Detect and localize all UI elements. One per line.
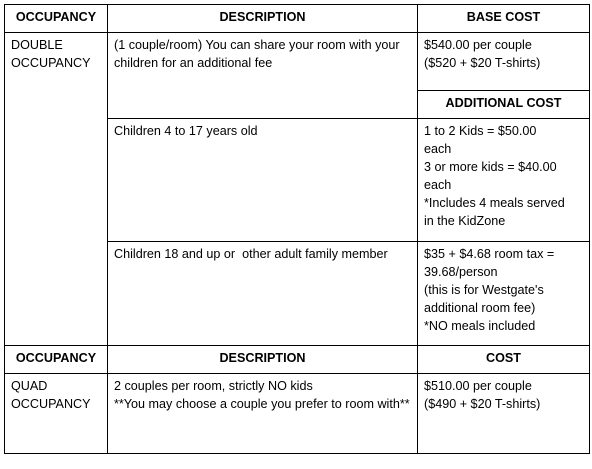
children-18-up-description — [108, 242, 418, 346]
description-line: 2 couples per room, strictly NO kids — [114, 379, 313, 393]
cost-line: $35 + $4.68 room tax = — [424, 247, 555, 261]
description-line: **You may choose a couple you prefer to room with** — [114, 397, 410, 411]
description-text: Children 18 and up or other adult family member — [114, 247, 388, 261]
children-4-17-description: Children 4 to 17 years old — [108, 119, 418, 242]
quad-occupancy-cell — [5, 374, 108, 454]
double-occupancy-row — [5, 33, 590, 91]
quad-header-row — [5, 346, 590, 374]
cost-line: 39.68/person — [424, 265, 498, 279]
quad-cost — [418, 374, 590, 454]
occupancy-label-line: OCCUPANCY — [11, 397, 91, 411]
cost-line: 1 to 2 Kids = $50.00 — [424, 124, 537, 138]
double-occupancy-cell — [5, 33, 108, 346]
cost-line: ($490 + $20 T-shirts) — [424, 397, 541, 411]
children-4-17-cost — [418, 119, 590, 242]
occupancy-label-line: DOUBLE — [11, 38, 63, 52]
cost-line: *NO meals included — [424, 319, 536, 333]
double-occupancy-description: (1 couple/room) You can share your room with your children for an additional fee — [108, 33, 418, 119]
cost-line: each — [424, 142, 452, 156]
cost-line: 3 or more kids = $40.00 — [424, 160, 557, 174]
cost-line: $510.00 per couple — [424, 379, 532, 393]
quad-occupancy-description — [108, 374, 418, 454]
children-18-up-cost — [418, 242, 590, 346]
quad-occupancy-row — [5, 374, 590, 454]
pricing-table — [4, 4, 590, 454]
description-header: DESCRIPTION — [108, 346, 418, 374]
cost-line: $540.00 per couple — [424, 38, 532, 52]
cost-line: (this is for Westgate's — [424, 283, 544, 297]
occupancy-label-line: OCCUPANCY — [11, 56, 91, 70]
cost-line: ($520 + $20 T-shirts) — [424, 56, 541, 70]
double-base-cost — [418, 33, 590, 91]
occupancy-label-line: QUAD — [11, 379, 48, 393]
occupancy-header: OCCUPANCY — [5, 5, 108, 33]
additional-cost-header: ADDITIONAL COST — [418, 91, 590, 119]
cost-header: COST — [418, 346, 590, 374]
description-header: DESCRIPTION — [108, 5, 418, 33]
cost-line: *Includes 4 meals served — [424, 196, 565, 210]
base-cost-header: BASE COST — [418, 5, 590, 33]
cost-line: additional room fee) — [424, 301, 536, 315]
cost-line: each — [424, 178, 452, 192]
occupancy-header: OCCUPANCY — [5, 346, 108, 374]
cost-line: in the KidZone — [424, 214, 506, 228]
table-header-row — [5, 5, 590, 33]
